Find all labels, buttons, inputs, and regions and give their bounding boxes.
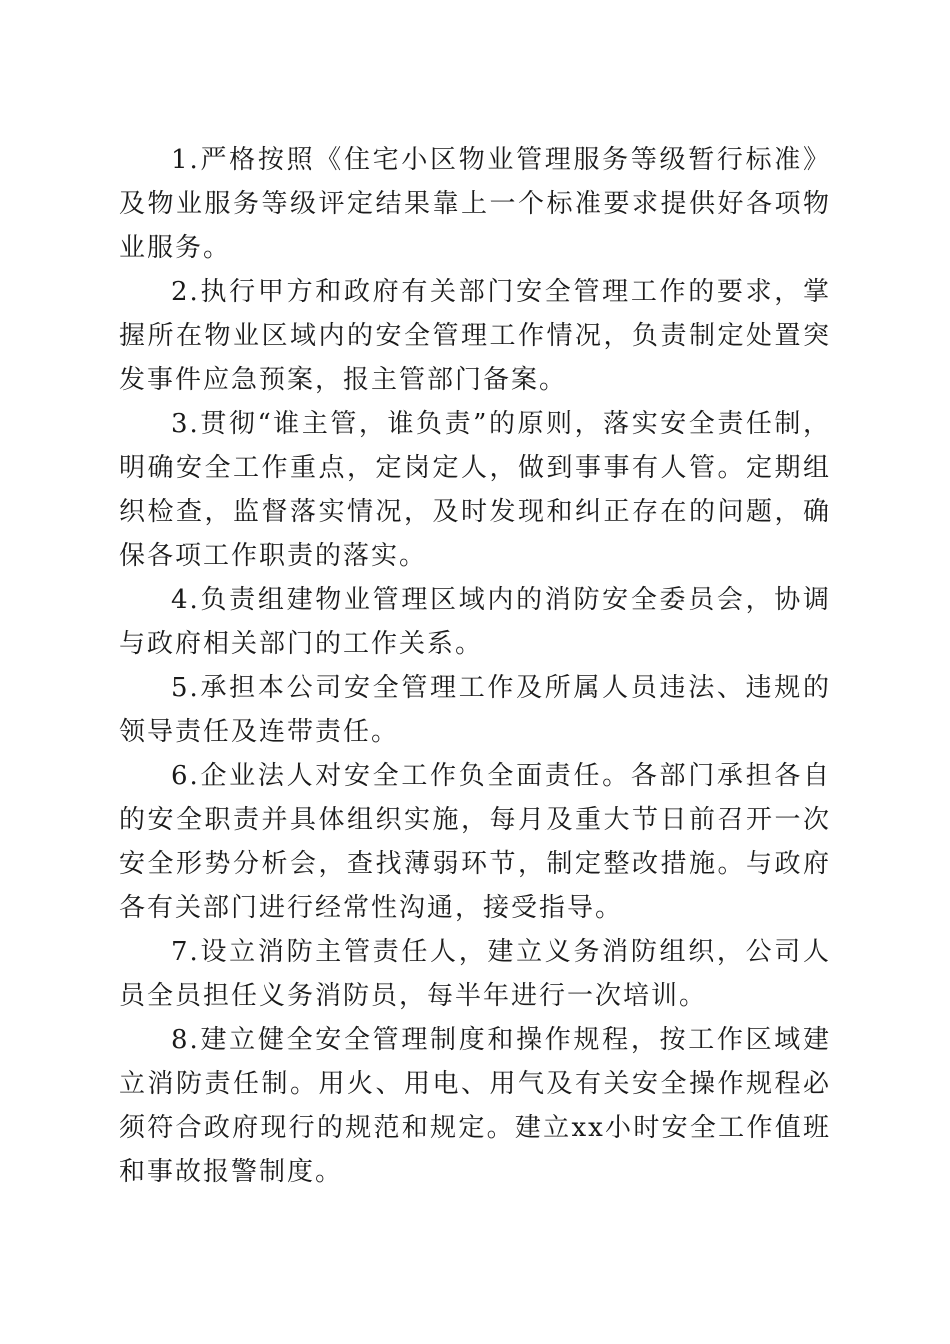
- paragraph-5: 5.承担本公司安全管理工作及所属人员违法、违规的领导责任及连带责任。: [119, 673, 831, 747]
- document-body: [119, 138, 831, 1194]
- paragraph-7: 7.设立消防主管责任人，建立义务消防组织，公司人员全员担任义务消防员，每半年进行一次培训。: [119, 937, 831, 1011]
- paragraph-3: 3.贯彻“谁主管，谁负责”的原则，落实安全责任制，明确安全工作重点，定岗定人，做到事事有人管。定期组织检查，监督落实情况，及时发现和纠正存在的问题，确保各项工作职责的落实。: [119, 409, 831, 571]
- paragraph-6: 6.企业法人对安全工作负全面责任。各部门承担各自的安全职责并具体组织实施，每月及重大节日前召开一次安全形势分析会，查找薄弱环节，制定整改措施。与政府各有关部门进行经常性沟通，接受指导。: [119, 761, 831, 923]
- paragraph-4: 4.负责组建物业管理区域内的消防安全委员会，协调与政府相关部门的工作关系。: [119, 585, 831, 659]
- paragraph-2: 2.执行甲方和政府有关部门安全管理工作的要求，掌握所在物业区域内的安全管理工作情况，负责制定处置突发事件应急预案，报主管部门备案。: [119, 277, 831, 395]
- paragraph-1: 1.严格按照《住宅小区物业管理服务等级暂行标准》及物业服务等级评定结果靠上一个标准要求提供好各项物业服务。: [119, 145, 831, 263]
- paragraph-8: 8.建立健全安全管理制度和操作规程，按工作区域建立消防责任制。用火、用电、用气及有关安全操作规程必须符合政府现行的规范和规定。建立xx小时安全工作值班和事故报警制度。: [119, 1025, 831, 1187]
